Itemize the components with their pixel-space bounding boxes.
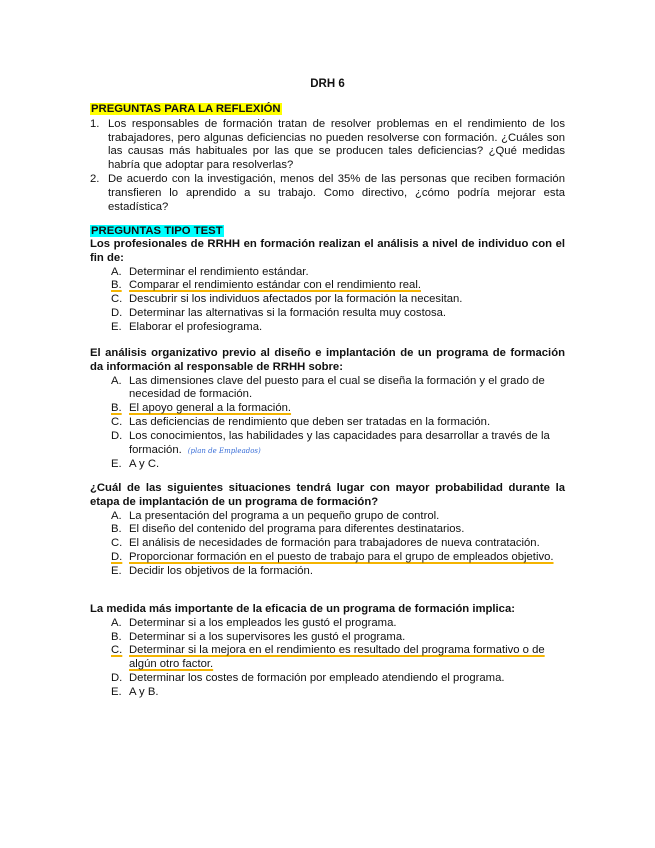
answer-options [90, 375, 565, 473]
answer-options [90, 266, 565, 335]
option-letter: B. [111, 523, 122, 536]
answer-option [90, 617, 565, 631]
option-text: Determinar las alternativas si la formación resulta muy costosa. [129, 306, 447, 319]
option-letter: D. [111, 550, 123, 563]
answer-option [90, 416, 565, 430]
test-question-1 [90, 238, 565, 335]
option-text: Elaborar el profesiograma. [129, 320, 263, 333]
option-letter: A. [111, 509, 122, 522]
option-text: Los conocimientos, las habilidades y las capacidades para desarrollar a través de la formación. [129, 429, 550, 456]
answer-option [90, 551, 565, 565]
option-letter: C. [111, 415, 123, 428]
option-letter: B. [111, 402, 122, 415]
document-title: DRH 6 [310, 78, 345, 90]
option-letter: C. [111, 644, 123, 657]
answer-option [90, 279, 565, 293]
option-letter: E. [111, 320, 122, 333]
option-text: Las dimensiones clave del puesto para el cual se diseña la formación y el grado de necesidad de formación. [129, 374, 545, 401]
option-text: El análisis de necesidades de formación para trabajadores de nueva contratación. [129, 537, 540, 550]
question-text: ¿Cuál de las siguientes situaciones tendrá lugar con mayor probabilidad durante la etapa de implantación de un programa de formación? [90, 482, 565, 508]
option-text: Las deficiencias de rendimiento que deben ser tratadas en la formación. [129, 415, 491, 428]
option-text: Determinar los costes de formación por empleado atendiendo el programa. [129, 671, 505, 684]
answer-option [90, 672, 565, 686]
answer-option [90, 321, 565, 335]
option-letter: C. [111, 293, 123, 306]
test-heading-text: PREGUNTAS TIPO TEST [91, 225, 223, 237]
answer-option [90, 631, 565, 645]
reflection-heading-text: PREGUNTAS PARA LA REFLEXIÓN [91, 103, 281, 115]
option-text: Determinar si a los empleados les gustó el programa. [129, 616, 397, 629]
option-text: Comparar el rendimiento estándar con el rendimiento real. [129, 279, 421, 292]
answer-option [90, 293, 565, 307]
option-text: Descubrir si los individuos afectados por la formación la necesitan. [129, 293, 463, 306]
answer-option [90, 510, 565, 524]
question-text: El análisis organizativo previo al diseño e implantación de un programa de formación da información al responsable de RRHH sobre: [90, 347, 565, 373]
option-text: A y B. [129, 685, 159, 698]
option-text: Proporcionar formación en el puesto de trabajo para el grupo de empleados objetivo. [129, 550, 554, 563]
option-letter: E. [111, 564, 122, 577]
question-text: La medida más importante de la eficacia de un programa de formación implica: [90, 603, 516, 615]
reflection-item [90, 118, 565, 172]
option-text: La presentación del programa a un pequeño grupo de control. [129, 509, 440, 522]
option-text: El diseño del contenido del programa para diferentes destinatarios. [129, 523, 465, 536]
reflection-item-number: 1. [90, 118, 100, 130]
answer-option [90, 430, 565, 459]
answer-option [90, 537, 565, 551]
option-letter: A. [111, 374, 122, 387]
option-letter: E. [111, 685, 122, 698]
reflection-item-text: De acuerdo con la investigación, menos del 35% de las personas que reciben formación transfieren lo aprendido a su trabajo. Como directivo, ¿cómo podría mejorar esta estadística? [108, 173, 565, 213]
option-text: Determinar el rendimiento estándar. [129, 265, 309, 278]
reflection-item-text: Los responsables de formación tratan de resolver problemas en el rendimiento de los trabajadores, pero algunas deficiencias no pueden resolverse con formación. ¿Cuáles son las causas más habituales por las que se producen tales deficiencias? ¿Qué medidas habría que adoptar para resolverlas? [108, 118, 565, 171]
option-letter: B. [111, 279, 122, 292]
option-letter: C. [111, 537, 123, 550]
option-letter: A. [111, 616, 122, 629]
option-text: Determinar si a los supervisores les gustó el programa. [129, 630, 406, 643]
answer-option [90, 686, 565, 700]
test-question-3 [90, 482, 565, 579]
answer-options [90, 617, 565, 700]
answer-option [90, 307, 565, 321]
answer-option [90, 402, 565, 416]
option-text: Decidir los objetivos de la formación. [129, 564, 313, 577]
test-heading [90, 224, 224, 238]
option-text: Determinar si la mejora en el rendimiento es resultado del programa formativo o de algún otro factor. [129, 644, 545, 671]
answer-option [90, 644, 565, 672]
option-letter: E. [111, 458, 122, 471]
reflection-item [90, 173, 565, 214]
reflection-item-number: 2. [90, 173, 100, 186]
answer-options [90, 510, 565, 579]
answer-option [90, 375, 565, 403]
answer-option [90, 523, 565, 537]
option-text: El apoyo general a la formación. [129, 402, 292, 415]
option-letter: B. [111, 630, 122, 643]
option-letter: D. [111, 671, 123, 684]
option-text: A y C. [129, 458, 160, 471]
option-letter: D. [111, 306, 123, 319]
question-text: Los profesionales de RRHH en formación realizan el análisis a nivel de individuo con el fin de: [90, 238, 565, 264]
handwritten-note: (plan de Empleados) [187, 446, 261, 455]
option-letter: D. [111, 429, 123, 442]
answer-option [90, 458, 565, 472]
option-letter: A. [111, 265, 122, 278]
answer-option [90, 565, 565, 579]
reflection-heading [90, 102, 282, 116]
answer-option [90, 266, 565, 280]
test-question-2 [90, 347, 565, 472]
reflection-list [90, 118, 565, 215]
test-question-4 [90, 603, 565, 700]
